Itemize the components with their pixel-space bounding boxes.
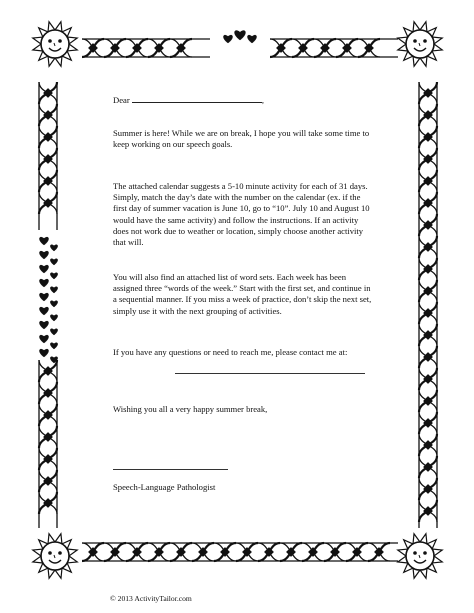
copyright-notice: © 2013 ActivityTailor.com — [110, 594, 192, 603]
recipient-name-blank — [132, 94, 265, 105]
signature-line — [113, 469, 228, 470]
signature-title: Speech-Language Pathologist — [113, 482, 216, 492]
paragraph-intro: Summer is here! While we are on break, I hope you will take some time to keep working on our speech goals. — [113, 128, 370, 150]
heart-knot-icon — [39, 251, 48, 259]
heart-knot-icon — [50, 259, 57, 265]
left-heart-ornaments — [39, 237, 57, 363]
heart-knot-icon — [50, 315, 57, 321]
sun-face-icon — [398, 534, 442, 578]
contact-info-line — [175, 373, 365, 374]
heart-knot-icon — [223, 35, 232, 43]
heart-knot-icon — [50, 273, 57, 279]
paragraph-calendar: The attached calendar suggests a 5-10 minute activity for each of 31 days. Simply, match the day’s date with the number on the calendar (ex. if the first day of summer vacation is June 10, go to “10”. July 10 and August 10 would have the same activity) and follow the instructions. If an activity does not work due to weather or location, simply choose another activity that will. — [113, 181, 370, 248]
sun-face-icon — [33, 22, 77, 66]
salutation: Dear — [113, 95, 130, 105]
paragraph-closing: Wishing you all a very happy summer break, — [113, 404, 268, 414]
heart-knot-icon — [39, 335, 48, 343]
heart-knot-icon — [50, 245, 57, 251]
heart-knot-icon — [50, 301, 57, 307]
top-knot-band — [82, 39, 398, 57]
heart-knot-icon — [39, 307, 48, 315]
heart-knot-icon — [39, 265, 48, 273]
salutation-line — [113, 94, 373, 106]
heart-knot-icon — [50, 287, 57, 293]
paragraph-word-sets: You will also find an attached list of word sets. Each week has been assigned three “words of the week.” Start with the first set, and continue in a sequential manner. If you miss a week of practice, don’t skip the next set, simply use it with the next grouping of activities. — [113, 272, 372, 316]
heart-knot-icon — [235, 31, 246, 40]
heart-knot-icon — [50, 329, 57, 335]
salutation-comma: , — [261, 95, 265, 105]
paragraph-contact: If you have any questions or need to reach me, please contact me at: — [113, 347, 348, 357]
sun-face-icon — [398, 22, 442, 66]
heart-knot-icon — [39, 293, 48, 301]
top-heart-ornaments — [223, 31, 256, 43]
heart-knot-icon — [39, 237, 48, 245]
heart-knot-icon — [247, 35, 256, 43]
heart-knot-icon — [50, 343, 57, 349]
heart-knot-icon — [39, 321, 48, 329]
right-knot-band — [419, 82, 437, 528]
heart-knot-icon — [39, 279, 48, 287]
heart-knot-icon — [39, 349, 48, 357]
bottom-knot-band — [82, 543, 398, 561]
sun-face-icon — [33, 534, 77, 578]
